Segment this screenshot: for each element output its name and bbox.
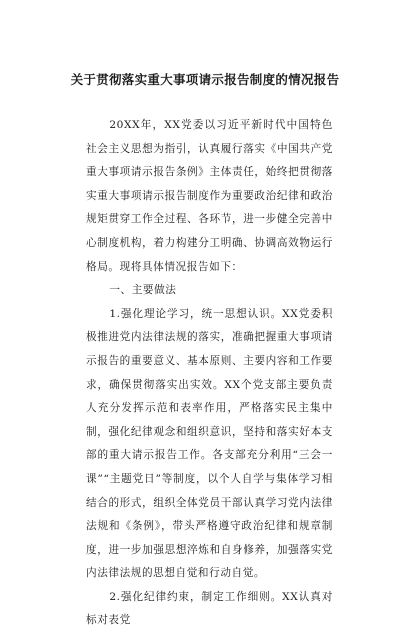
intro-paragraph: 20XX年，XX党委以习近平新时代中国特色社会主义思想为指引，认真履行落实《中国共产党重大事项请示报告条例》主体责任，始终把贯彻落实重大事项请示报告制度作为重要政治纪律和政治规矩贯穿工作全过程、各环节，进一步健全完善中心制度机构，着力构建分工明确、协调高效物运行格局。现将具体情况报告如下： bbox=[86, 119, 333, 273]
body-paragraph: 2.强化纪律约束，制定工作细则。XX认真对标对表党 bbox=[86, 590, 333, 627]
section-heading: 一、主要做法 bbox=[109, 284, 177, 297]
body-paragraph: 1.强化理论学习，统一思想认识。XX党委积极推进党内法律法规的落实，准确把握重大事项请示报告的重要意义、基本原则、主要内容和工作要求，确保贯彻落实出实效。XX个党支部主要负责人充分发挥示范和表率作用，严格落实民主集中制，强化纪律观念和组织意识，坚持和落实好本支部的重大请示报告工作。各支部充分利用“三会一课”“主题党日”等制度，以个人自学与集体学习相结合的形式，组织全体党员干部认真学习党内法律法规和《条例》，带头严格遵守政治纪律和规章制度，进一步加强思想淬炼和自身修养，加强落实党内法律法规的思想自觉和行动自觉。 bbox=[86, 307, 333, 580]
document-body bbox=[86, 114, 333, 633]
document-title: 关于贯彻落实重大事项请示报告制度的情况报告 bbox=[70, 72, 340, 87]
